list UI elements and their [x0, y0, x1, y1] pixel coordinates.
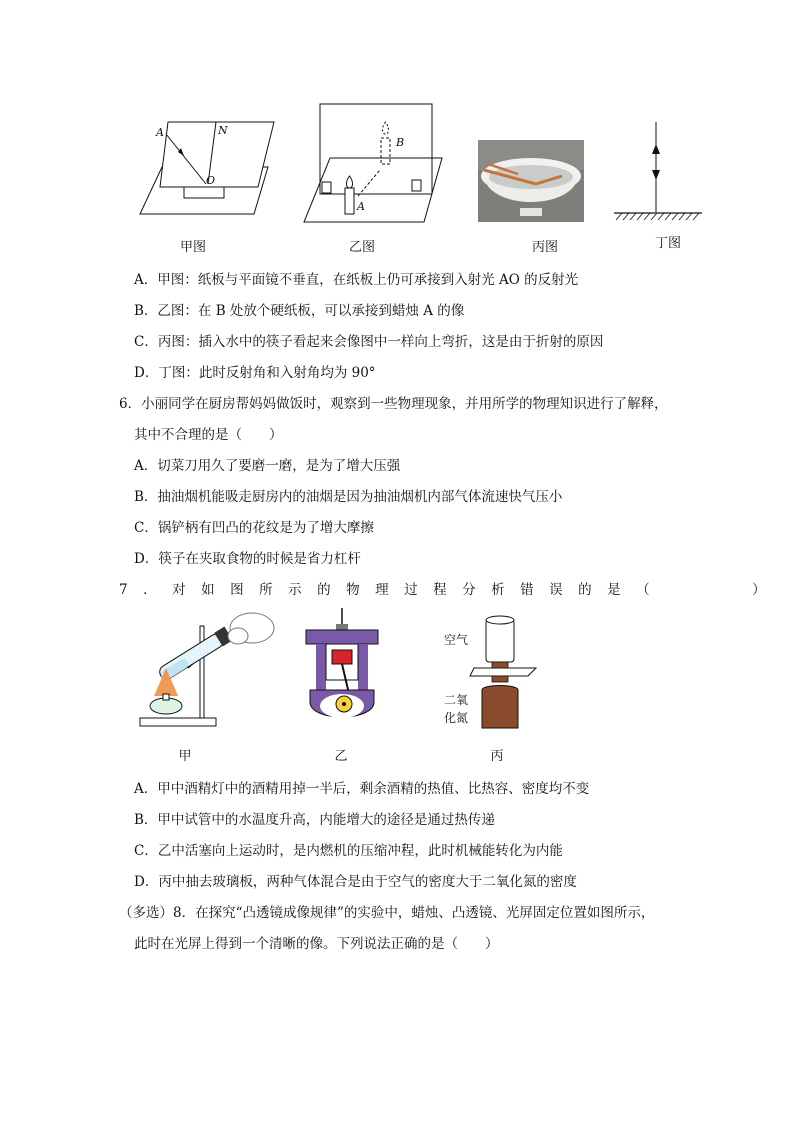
caption-q7-bing: 丙	[490, 749, 504, 764]
label-o: O	[206, 174, 216, 187]
figure-yi-candle-glass	[300, 100, 450, 230]
figure-q7-bing-labels	[440, 628, 480, 725]
label-a: A	[156, 126, 164, 139]
q5-option-b: B．乙图：在 B 处放个硬纸板，可以承接到蜡烛 A 的像	[134, 303, 465, 319]
label-air: 空气	[444, 633, 469, 647]
q7-option-c: C．乙中活塞向上运动时，是内燃机的压缩冲程，此时机械能转化为内能	[134, 843, 563, 859]
q7-stem: 7．对如图所示的物理过程分析错误的是（ ）	[119, 582, 782, 598]
q6-option-d: D．筷子在夹取食物的时候是省力杠杆	[134, 551, 361, 567]
q6-stem-line2: 其中不合理的是（ ）	[134, 427, 283, 443]
caption-q7-yi: 乙	[334, 749, 348, 764]
q7-option-b: B．甲中试管中的水温度升高，内能增大的途径是通过热传递	[134, 812, 495, 828]
figure-q7-jia-heating	[136, 606, 276, 732]
q7-option-d: D．丙中抽去玻璃板，两种气体混合是由于空气的密度大于二氧化氮的密度	[134, 874, 577, 890]
label-candle-a: A	[357, 200, 365, 213]
q8-stem-line2: 此时在光屏上得到一个清晰的像。下列说法正确的是（ ）	[134, 936, 499, 952]
q7-option-a: A．甲中酒精灯中的酒精用掉一半后，剩余酒精的热值、比热容、密度均不变	[134, 781, 590, 797]
caption-q7-jia: 甲	[178, 749, 192, 764]
q6-option-a: A．切菜刀用久了要磨一磨，是为了增大压强	[134, 458, 401, 474]
figure-ding-normal-incidence	[610, 118, 706, 228]
label-n: N	[218, 124, 228, 137]
q8-stem-line1: （多选）8．在探究“凸透镜成像规律”的实验中，蜡烛、凸透镜、光屏固定位置如图所示，	[119, 905, 655, 921]
label-gas-line1: 二氧	[444, 693, 469, 707]
figure-q7-bing-diffusion	[470, 606, 560, 732]
caption-yi-tu: 乙图	[348, 240, 375, 255]
caption-jia-tu: 甲图	[179, 240, 206, 255]
q6-option-c: C．锅铲柄有凹凸的花纹是为了增大摩擦	[134, 520, 374, 536]
q5-option-a: A．甲图：纸板与平面镜不垂直，在纸板上仍可承接到入射光 AO 的反射光	[134, 272, 579, 288]
q6-stem-line1: 6．小丽同学在厨房帮妈妈做饭时，观察到一些物理现象，并用所学的物理知识进行了解释，	[119, 396, 668, 412]
q5-option-d: D．丁图：此时反射角和入射角均为 90°	[134, 365, 376, 381]
label-gas-line2: 化氮	[444, 711, 469, 725]
caption-ding-tu: 丁图	[654, 236, 681, 251]
figure-q7-yi-engine	[302, 606, 382, 732]
q6-option-b: B．抽油烟机能吸走厨房内的油烟是因为抽油烟机内部气体流速快气压小	[134, 489, 563, 505]
caption-bing-tu: 丙图	[531, 240, 558, 255]
q5-option-c: C．丙图：插入水中的筷子看起来会像图中一样向上弯折，这是由于折射的原因	[134, 334, 604, 350]
figure-bing-chopsticks-bowl-photo	[478, 140, 584, 222]
label-image-b: B	[396, 136, 405, 149]
figure-jia-mirror-reflection	[138, 112, 278, 222]
